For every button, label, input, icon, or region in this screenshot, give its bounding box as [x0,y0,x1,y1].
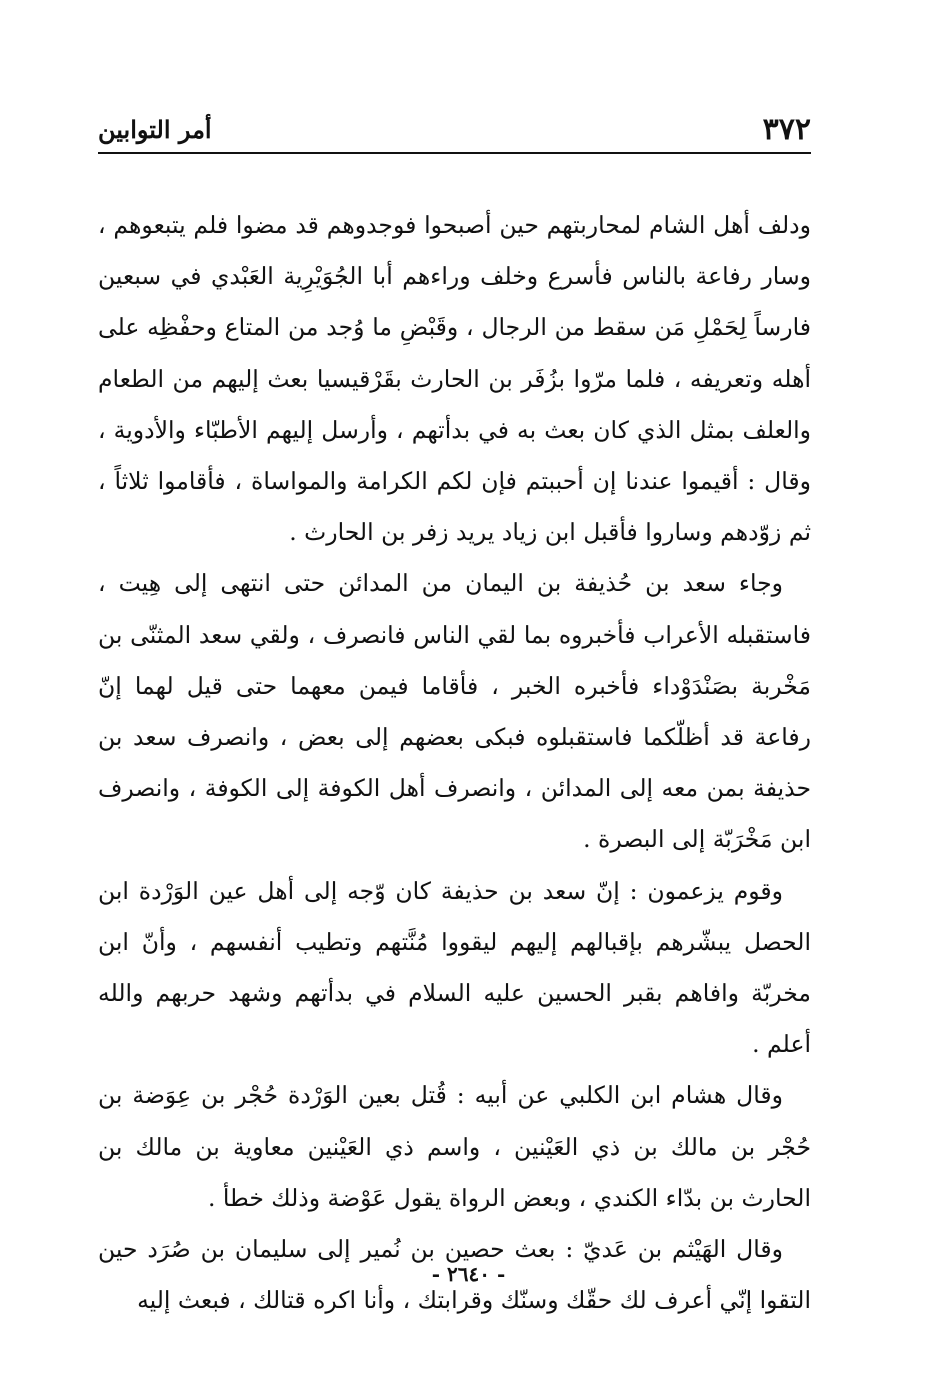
paragraph-3: وقوم يزعمون : إنّ سعد بن حذيفة كان وّجه إلى أهل عين الوَرْدة ابن الحصل يبشّرهم بإقبالهم إليهم ليقووا مُنَّتهم وتطيب أنفسهم ، وأنّ ابن مخربّة وافاهم بقبر الحسين عليه السلام في بدأتهم وشهد حربهم والله أعلم . [98,876,811,1059]
paragraph-4: وقال هشام ابن الكلبي عن أبيه : قُتل بعين الوَرْدة حُجْر بن عِوَضة بن حُجْر بن مالك بن ذي العَيْنين ، واسم ذي العَيْنين معاوية بن مالك بن الحارث بن بدّاء الكندي ، وبعض الرواة يقول عَوْضة وذلك خطأ . [98,1081,811,1212]
paragraph-1: ودلف أهل الشام لمحاربتهم حين أصبحوا فوجدوهم قد مضوا فلم يتبعوهم ، وسار رفاعة بالناس فأسرع وخلف وراءهم أبا الجُوَيْرِية العَبْدي في سبعين فارساً لِحَمْلِ مَن سقط من الرجال ، وقَبْضِ ما وُجد من المتاع وحفْظِه على أهله وتعريفه ، فلما مرّوا بزُفَر بن الحارث بقَرْقيسيا بعث إليهم من الطعام والعلف بمثل الذي كان بعث به في بدأتهم ، وأرسل إليهم الأطبّاء والأدوية ، وقال : أقيموا عندنا إن أحببتم فإن لكم الكرامة والمواساة ، فأقاموا ثلاثاً ، ثم زوّدهم وساروا فأقبل ابن زياد يريد زفر بن الحارث . [98,211,811,547]
paragraph-2: وجاء سعد بن حُذيفة بن اليمان من المدائن حتى انتهى إلى هِيت ، فاستقبله الأعراب فأخبروه بما لقي الناس فانصرف ، ولقي سعد المثنّى بن مَخْربة بصَنْدَوْداء فأخبره الخبر ، فأقاما فيمن معهما حتى قيل لهما إنّ رفاعة قد أظلّكما فاستقبلوه فبكى بعضهم إلى بعض ، وانصرف سعد بن حذيفة بمن معه إلى المدائن ، وانصرف أهل الكوفة إلى الكوفة ، وانصرف ابن مَخْرَبّة إلى البصرة . [98,569,811,854]
chapter-title: أمر التوابين [98,115,212,144]
page-folio: - ٢٦٤٠ - [431,1262,506,1286]
running-header [98,108,811,148]
paragraph-5: وقال الهَيْثم بن عَديّ : بعث حصين بن نُمير إلى سليمان بن صُرَد حين التقوا إنّي أعرف لك حقّك وسنّك وقرابتك ، وأنا اكره قتالك ، فبعث إليه [98,1235,811,1315]
body-text [98,200,811,1326]
header-rule [98,152,811,154]
page-number: ٣٧٢ [762,112,811,147]
